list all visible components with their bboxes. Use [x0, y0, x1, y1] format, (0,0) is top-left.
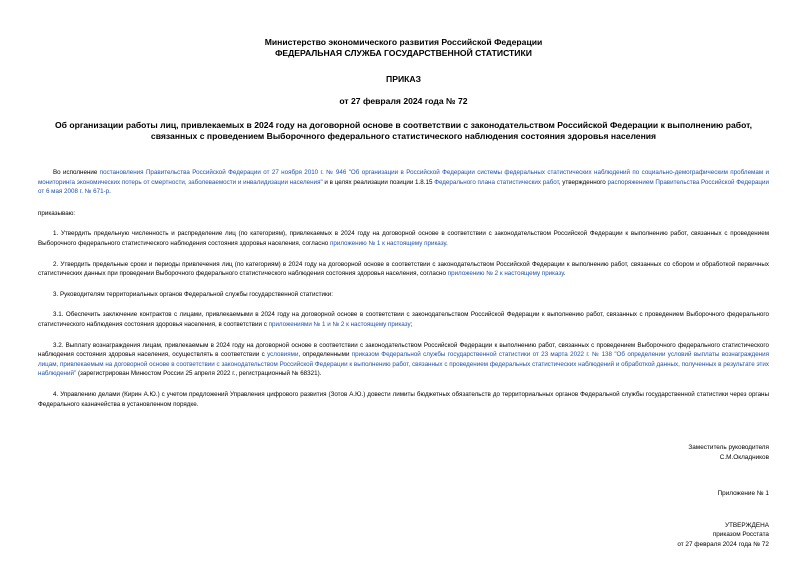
item-3-paragraph: 3. Руководителям территориальных органов Федеральной службы государственной статистики:: [53, 290, 333, 298]
item-3-1-paragraph: [38, 310, 769, 329]
preamble-text-3: , утвержденного: [558, 178, 608, 186]
item-2-paragraph: [38, 260, 769, 279]
item-1-paragraph: [38, 229, 769, 248]
link-appendices-1-2[interactable]: приложениями № 1 и № 2 к настоящему приказу: [268, 320, 411, 328]
preamble-text-2: и в целях реализации позиции 1.8.15: [322, 178, 435, 186]
document-type: ПРИКАЗ: [386, 74, 421, 84]
item-3-1-text: 3.1. Обеспечить заключение контрактов с лицами, привлекаемыми в 2024 году на договорной основе в соответствии с законодательством Российской Федерации к выполнению работ, связанных с проведением Выборочного федерального статистического наблюдения состояния здоровья населения, в соответствии с: [38, 311, 769, 328]
item-3-2-text-2: , определенными: [298, 351, 352, 359]
link-appendix-1[interactable]: приложению № 1 к настоящему приказу: [329, 239, 447, 247]
approved-date-number: от 27 февраля 2024 года № 72: [677, 541, 769, 549]
document-body: [38, 168, 769, 409]
signature-name: С.М.Окладников: [719, 453, 769, 461]
link-government-decree-946[interactable]: постановления Правительства Российской Федерации от 27 ноября 2010 г. № 946 "Об организации в Российской Федерации системы федеральных статистических наблюдений по социально-демографическим проблемам и мониторинга экономических потерь от смертности, заболеваемости и инвалидизации населения": [38, 169, 769, 186]
item-1-text: 1. Утвердить предельную численность и распределение лиц (по категориям), привлекаемых в 2024 году на договорной основе в соответствии с законодательством Российской Федерации к выполнению работ, связанных с проведением Выборочного федерального статистического наблюдения состояния здоровья населения, согласно: [38, 230, 769, 247]
item-3-2-text-1: 3.2. Выплату вознаграждения лицам, привлекаемым в 2024 году на договорной основе в соответствии с законодательством Российской Федерации к выполнению работ, связанных с проведением Выборочного федерального статистического наблюдения состояния здоровья населения, осуществлять в соответствии с: [38, 341, 769, 359]
item-4-paragraph: 4. Управлению делами (Кирин А.Ю.) с учетом предложений Управления цифрового развития (Зотов А.Ю.) довести лимиты бюджетных обязательств до территориальных органов Федеральной службы государственной статистики через органы Федерального казначейства в установленном порядке.: [38, 390, 769, 408]
approved-order: приказом Росстата: [712, 531, 769, 539]
signature-position: Заместитель руководителя: [688, 444, 769, 452]
item-2-text: 2. Утвердить предельные сроки и периоды привлечения лиц (по категориям) в 2024 году на договорной основе в соответствии с законодательством Российской Федерации к выполнению работ, связанных со сбором и обработкой первичных статистических данных при проведении Выборочного федерального статистического наблюдения состояния здоровья населения, согласно: [38, 260, 769, 278]
document-date-number: от 27 февраля 2024 года № 72: [339, 95, 468, 106]
item-3-2-text-3: (зарегистрирован Минюстом России 25 апреля 2022 г., регистрационный № 68321).: [76, 370, 322, 378]
link-federal-statistical-plan[interactable]: Федерального плана статистических работ: [434, 178, 559, 186]
link-conditions[interactable]: условиями: [267, 351, 299, 359]
appendix-label: Приложение № 1: [717, 490, 769, 498]
preamble-text-4: .: [109, 188, 111, 196]
link-appendix-2[interactable]: приложению № 2 к настоящему приказу: [447, 270, 564, 278]
ministry-name: Министерство экономического развития Российской Федерации: [264, 37, 543, 47]
link-government-order-671r[interactable]: распоряжением Правительства Российской Федерации от 6 мая 2008 г. № 671-р: [38, 178, 769, 196]
approved-label: УТВЕРЖДЕНА: [724, 521, 769, 529]
item-1-end: .: [446, 239, 448, 247]
title-line-1: Об организации работы лиц, привлекаемых в 2024 году на договорной основе в соответствии с законодательством Российской Федерации к выполнению работ,: [54, 120, 753, 130]
preamble-paragraph: [38, 168, 769, 197]
service-name: ФЕДЕРАЛЬНАЯ СЛУЖБА ГОСУДАРСТВЕННОЙ СТАТИСТИКИ: [275, 47, 532, 58]
title-line-2: связанных с проведением Выборочного федерального статистического наблюдения состояния здоровья населения: [150, 131, 657, 141]
item-3-1-end: ;: [410, 320, 413, 328]
item-2-end: .: [563, 270, 566, 278]
preamble-text-1: Во исполнение: [53, 169, 100, 176]
document-title: [38, 120, 769, 142]
order-word: приказываю:: [38, 209, 76, 217]
link-rosstat-order-138[interactable]: приказом Федеральной службы государственной статистики от 23 марта 2022 г. № 138 "Об определении условий выплаты вознаграждения лицам, привлекаемым на договорной основе в соответствии с законодательством Российской Федерации к выполнению работ, связанных с проведением федеральных статистических наблюдений и обработкой данных, полученных в результате этих наблюдений": [38, 351, 770, 378]
item-3-2-paragraph: [38, 341, 769, 379]
